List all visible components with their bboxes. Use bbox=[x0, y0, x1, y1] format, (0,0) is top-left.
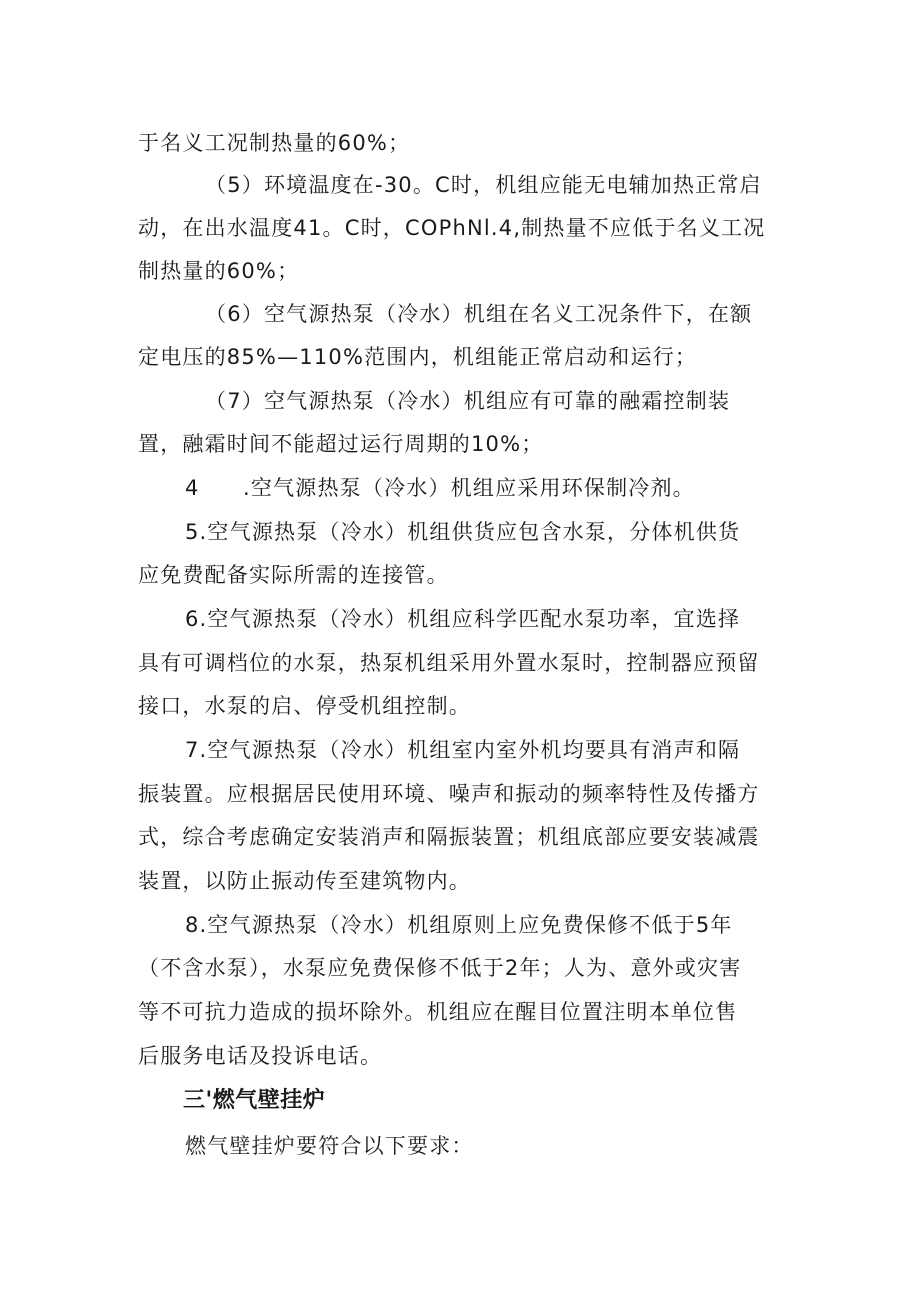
paragraph-line: 振装置。应根据居民使用环境、噪声和振动的频率特性及传播方 bbox=[138, 782, 760, 806]
paragraph-line: 7.空气源热泵（冷水）机组室内室外机均要具有消声和隔 bbox=[185, 738, 741, 762]
paragraph-line: 等不可抗力造成的损坏除外。机组应在醒目位置注明本单位售 bbox=[138, 1000, 738, 1024]
section-intro: 燃气壁挂炉要符合以下要求： bbox=[185, 1134, 474, 1158]
paragraph-line: （5）环境温度在-30。C时，机组应能无电辅加热正常启 bbox=[205, 173, 762, 197]
paragraph-line bbox=[185, 473, 695, 503]
paragraph-line: 5.空气源热泵（冷水）机组供货应包含水泵，分体机供货 bbox=[185, 520, 741, 544]
paragraph-line: 装置，以防止振动传至建筑物内。 bbox=[138, 869, 471, 893]
paragraph-line: 8.空气源热泵（冷水）机组原则上应免费保修不低于5年 bbox=[185, 913, 733, 937]
paragraph-line: 于名义工况制热量的60%； bbox=[138, 131, 411, 155]
paragraph-line: （6）空气源热泵（冷水）机组在名义工况条件下，在额 bbox=[205, 302, 753, 326]
paragraph-line: 后服务电话及投诉电话。 bbox=[138, 1044, 383, 1068]
item-text: .空气源热泵（冷水）机组应采用环保制冷剂。 bbox=[243, 476, 695, 500]
item-number: 4 bbox=[185, 476, 200, 500]
paragraph-line: （7）空气源热泵（冷水）机组应有可靠的融霜控制装 bbox=[205, 389, 731, 413]
paragraph-line: 具有可调档位的水泵，热泵机组采用外置水泵时，控制器应预留 bbox=[138, 651, 760, 675]
paragraph-line: 定电压的85%—110%范围内，机组能正常启动和运行； bbox=[138, 345, 698, 369]
paragraph-line: 应免费配备实际所需的连接管。 bbox=[138, 563, 449, 587]
paragraph-line: 制热量的60%； bbox=[138, 259, 300, 283]
section-heading: 三'燃气壁挂炉 bbox=[183, 1088, 326, 1113]
paragraph-line: 动，在出水温度41。C时，COPhNl.4,制热量不应低于名义工况 bbox=[138, 216, 766, 240]
paragraph-line: 6.空气源热泵（冷水）机组应科学匹配水泵功率，宜选择 bbox=[185, 607, 741, 631]
paragraph-line: 置，融霜时间不能超过运行周期的10%； bbox=[138, 432, 544, 456]
paragraph-line: 式，综合考虑确定安装消声和隔振装置；机组底部应要安装减震 bbox=[138, 825, 760, 849]
paragraph-line: （不含水泵），水泵应免费保修不低于2年；人为、意外或灾害 bbox=[138, 956, 742, 980]
paragraph-line: 接口，水泵的启、停受机组控制。 bbox=[138, 694, 471, 718]
